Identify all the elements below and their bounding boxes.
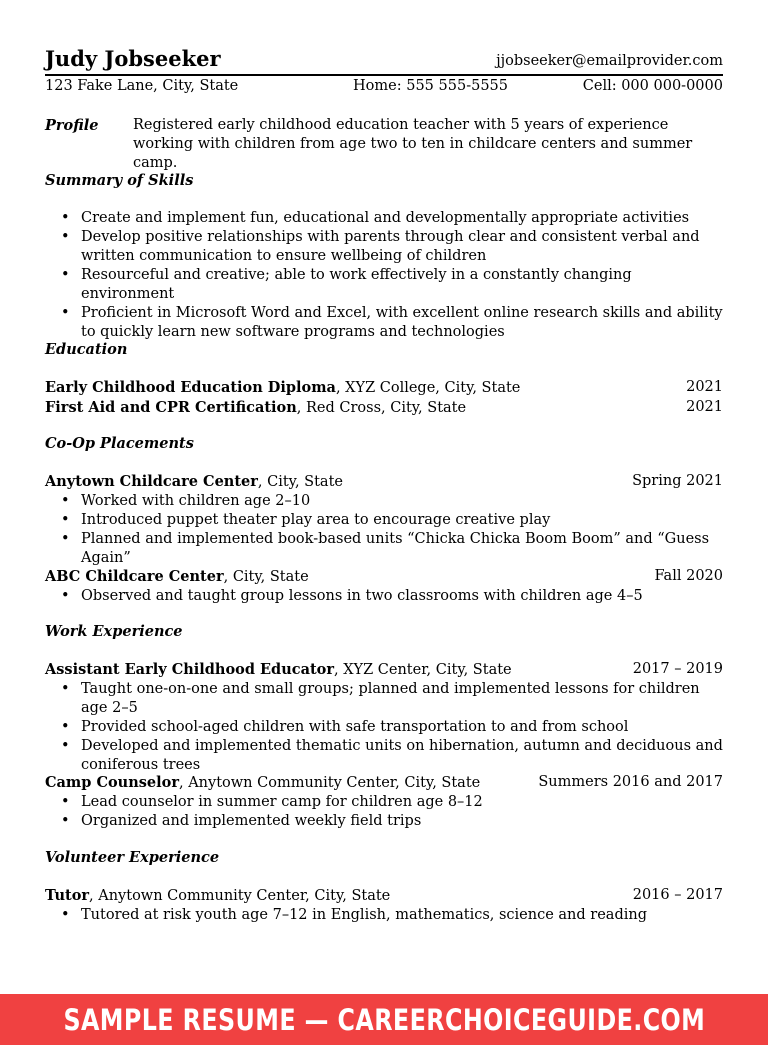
- profile-section: [45, 116, 723, 173]
- section-heading-coop: Co-Op Placements: [45, 435, 194, 452]
- education-list: [45, 378, 723, 418]
- profile-text: Registered early childhood education teacher with 5 years of experience working with children from age two to ten in childcare centers and summer camp.: [133, 117, 693, 171]
- home-phone: Home: 555 555-5555: [353, 78, 508, 94]
- banner-text: SAMPLE RESUME — CAREERCHOICEGUIDE.COM: [63, 1002, 705, 1037]
- job-header: [45, 660, 723, 680]
- coop-job-anytown: [45, 472, 723, 568]
- header-divider: [45, 74, 723, 76]
- section-heading-education: Education: [45, 341, 128, 358]
- work-job-educator: [45, 660, 723, 775]
- job-header: [45, 886, 723, 906]
- list-item: • Taught one-on-one and small groups; planned and implemented lessons for children age 2–5: [45, 680, 723, 718]
- entry-title: First Aid and CPR Certification: [45, 399, 297, 416]
- job-header: [45, 773, 723, 793]
- job-bullets: [45, 587, 723, 606]
- job-bullets: [45, 492, 723, 568]
- cell-phone: Cell: 000 000-0000: [582, 78, 723, 94]
- list-item: • Introduced puppet theater play area to encourage creative play: [45, 511, 723, 530]
- job-date: Fall 2020: [654, 568, 723, 584]
- entry-date: 2021: [686, 399, 723, 415]
- work-job-counselor: [45, 773, 723, 831]
- job-detail: , City, State: [257, 474, 343, 490]
- job-bullets: [45, 793, 723, 831]
- contact-row: [45, 78, 723, 94]
- list-item: • Develop positive relationships with parents through clear and consistent verbal and written communication to ensure wellbeing of children: [45, 228, 723, 266]
- job-header: [45, 472, 723, 492]
- job-title: ABC Childcare Center: [45, 568, 224, 585]
- section-heading-skills: Summary of Skills: [45, 172, 194, 189]
- education-entry: [45, 398, 723, 418]
- entry-date: 2021: [686, 379, 723, 395]
- job-title: Tutor: [45, 887, 90, 904]
- sample-resume-banner: [0, 994, 768, 1045]
- list-item: • Lead counselor in summer camp for children age 8–12: [45, 793, 723, 812]
- list-item: • Proficient in Microsoft Word and Excel, with excellent online research skills and ability to quickly learn new software programs and technologies: [45, 304, 723, 342]
- job-detail: , Anytown Community Center, City, State: [89, 888, 391, 904]
- list-item: • Planned and implemented book-based units “Chicka Chicka Boom Boom” and “Guess Again”: [45, 530, 723, 568]
- list-item: • Create and implement fun, educational and developmentally appropriate activities: [45, 209, 723, 228]
- job-detail: , XYZ Center, City, State: [333, 662, 512, 678]
- job-date: 2017 – 2019: [632, 661, 723, 677]
- job-detail: , Anytown Community Center, City, State: [178, 775, 481, 791]
- entry-title: Early Childhood Education Diploma: [45, 379, 336, 396]
- list-item: • Organized and implemented weekly field trips: [45, 812, 723, 831]
- coop-job-abc: [45, 567, 723, 606]
- education-entry: [45, 378, 723, 398]
- job-detail: , City, State: [223, 569, 309, 585]
- section-heading-work: Work Experience: [45, 623, 183, 640]
- profile-label: Profile: [45, 117, 99, 134]
- job-date: 2016 – 2017: [632, 887, 723, 903]
- job-title: Anytown Childcare Center: [45, 473, 258, 490]
- list-item: • Provided school-aged children with safe transportation to and from school: [45, 718, 723, 737]
- list-item: • Developed and implemented thematic units on hibernation, autumn and deciduous and coniferous trees: [45, 737, 723, 775]
- section-heading-volunteer: Volunteer Experience: [45, 849, 220, 866]
- list-item: • Tutored at risk youth age 7–12 in English, mathematics, science and reading: [45, 906, 723, 925]
- job-title: Assistant Early Childhood Educator: [45, 661, 334, 678]
- street-address: 123 Fake Lane, City, State: [45, 78, 239, 94]
- list-item: • Resourceful and creative; able to work effectively in a constantly changing environment: [45, 266, 723, 304]
- list-item: • Worked with children age 2–10: [45, 492, 723, 511]
- job-title: Camp Counselor: [45, 774, 179, 791]
- entry-detail: , XYZ College, City, State: [335, 380, 521, 396]
- email-address[interactable]: jjobseeker@emailprovider.com: [496, 53, 723, 69]
- skills-list: [45, 209, 723, 342]
- list-item: • Observed and taught group lessons in two classrooms with children age 4–5: [45, 587, 723, 606]
- job-date: Spring 2021: [632, 473, 723, 489]
- entry-detail: , Red Cross, City, State: [296, 400, 467, 416]
- job-date: Summers 2016 and 2017: [538, 774, 723, 790]
- volunteer-job-tutor: [45, 886, 723, 925]
- job-header: [45, 567, 723, 587]
- job-bullets: [45, 906, 723, 925]
- candidate-name: Judy Jobseeker: [45, 46, 221, 71]
- job-bullets: [45, 680, 723, 775]
